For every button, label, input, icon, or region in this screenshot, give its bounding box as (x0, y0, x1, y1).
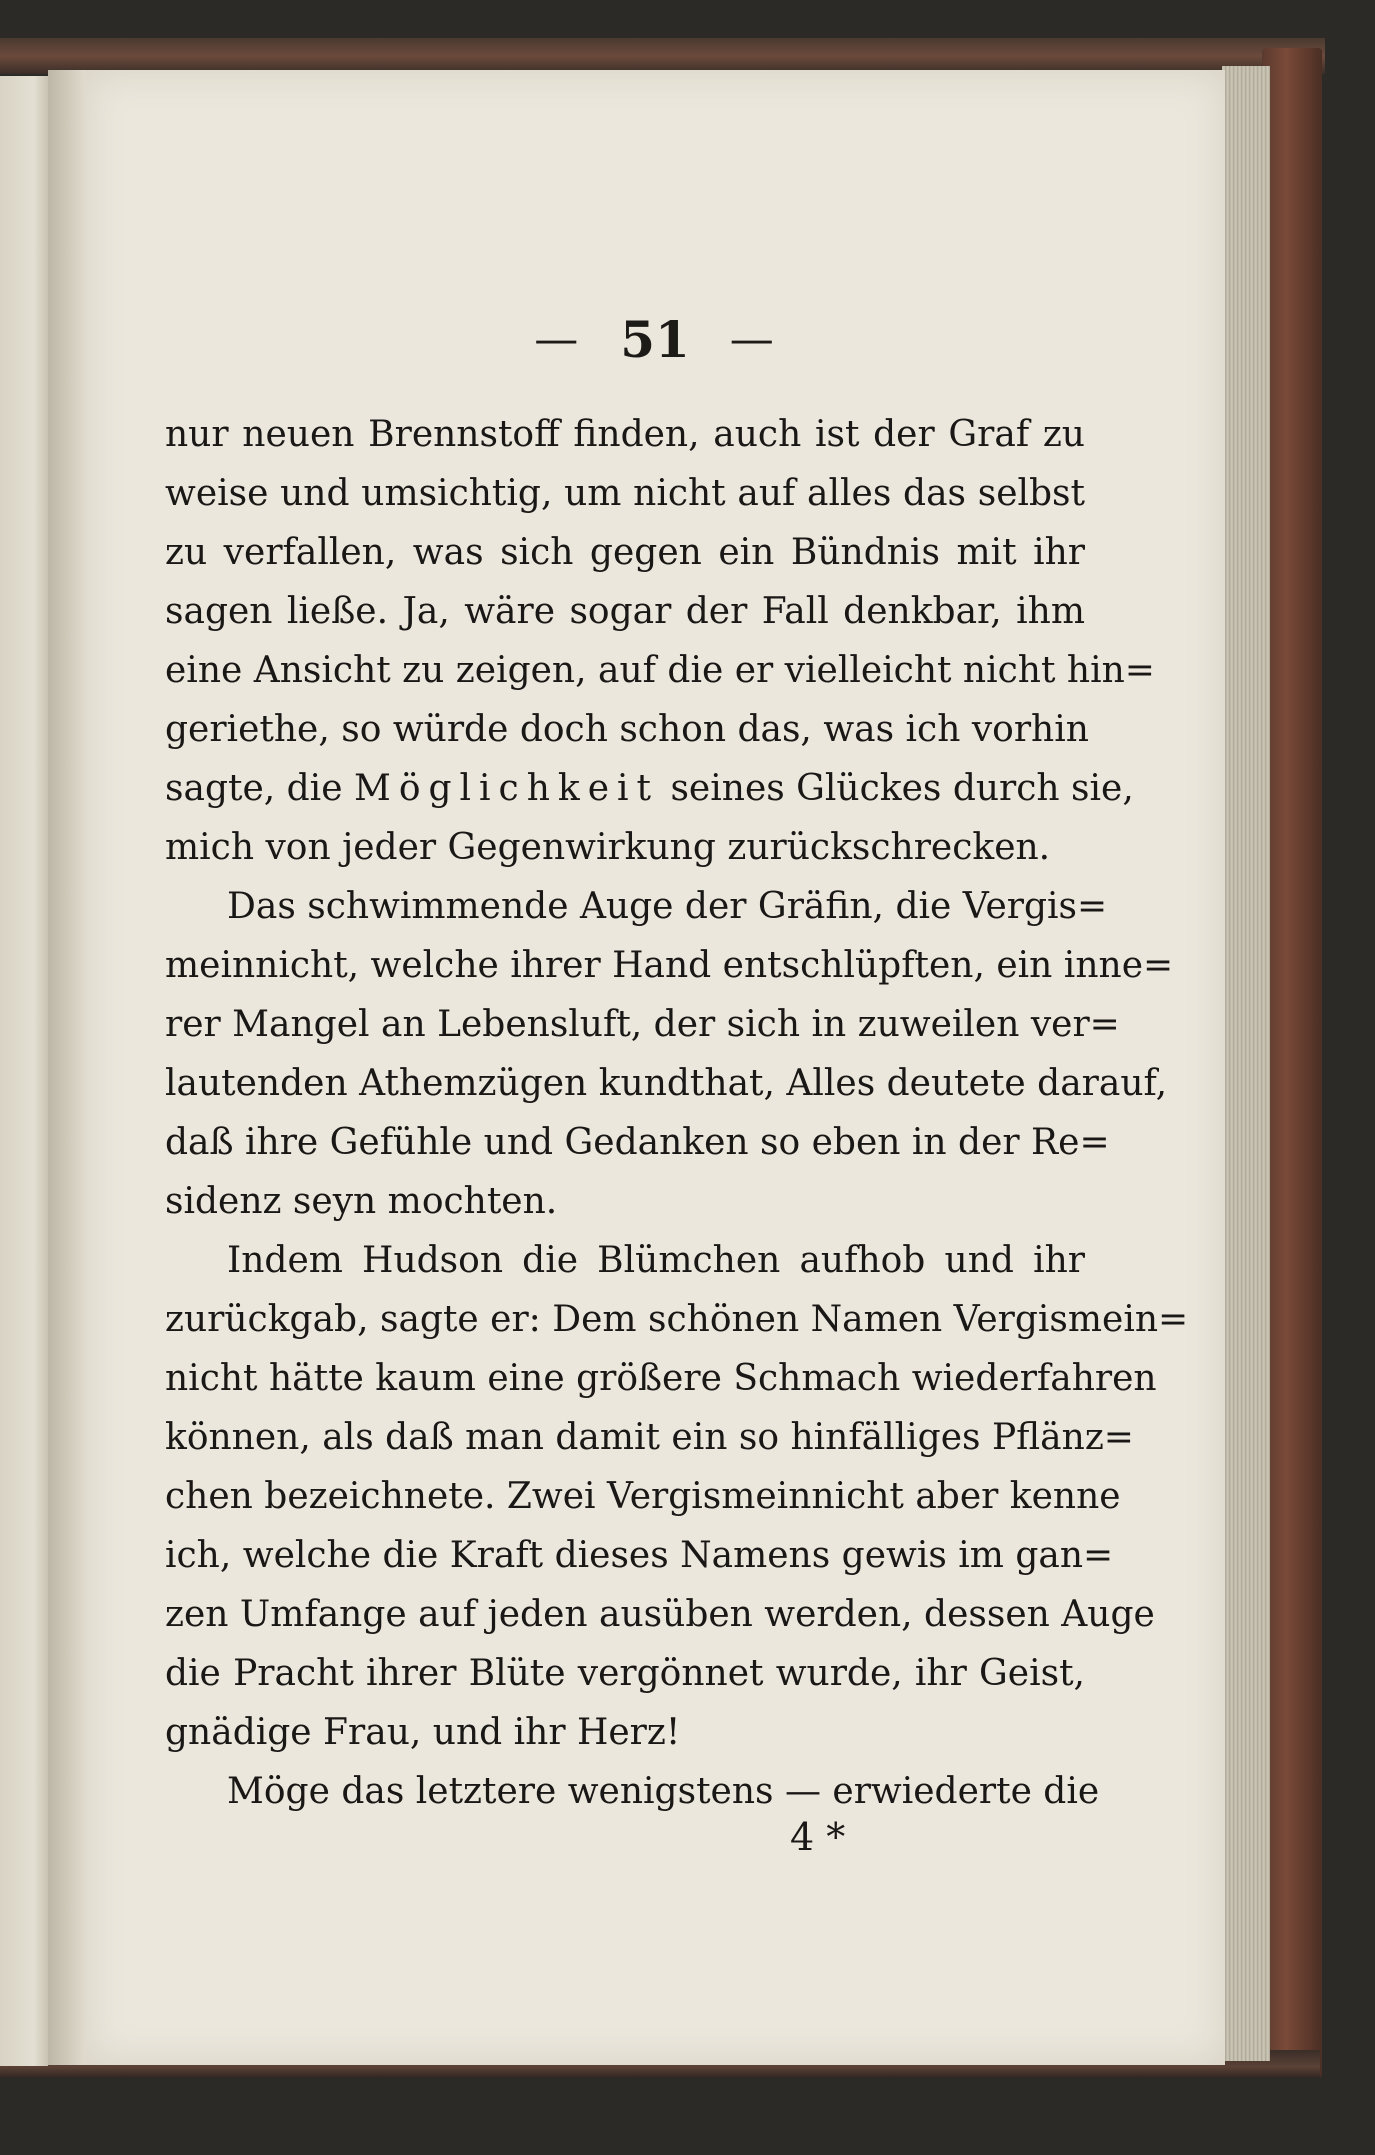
book-cover-top-edge (0, 38, 1325, 74)
text-line: Möge das letztere wenigstens — erwiederte die (227, 1771, 1100, 1812)
text-line: nicht hätte kaum eine größere Schmach wiederfahren (165, 1358, 1157, 1399)
paragraph-4 (165, 1762, 1100, 1821)
page-gutter (48, 70, 88, 2065)
text-line-with-emphasis (165, 759, 1134, 818)
text-line: sidenz seyn mochten. (165, 1181, 558, 1222)
text-line: ich, welche die Kraft dieses Namens gewis im gan= (165, 1535, 1114, 1576)
text-line: meinnicht, welche ihrer Hand entschlüpften, ein inne= (165, 945, 1174, 986)
book-page (85, 70, 1225, 2065)
signature-mark: 4 * (790, 1815, 846, 1859)
text-line: chen bezeichnete. Zwei Vergismeinnicht aber kenne (165, 1476, 1121, 1517)
text-line: zurückgab, sagte er: Dem schönen Namen Vergismein= (165, 1299, 1189, 1340)
body-text (165, 405, 1189, 1821)
text-line: sagen ließe. Ja, wäre sogar der Fall denkbar, ihm (165, 591, 1085, 632)
text-line: nur neuen Brennstoff finden, auch ist der Graf zu (165, 414, 1085, 455)
text-line: lautenden Athemzügen kundthat, Alles deutete darauf, (165, 1063, 1168, 1104)
text-line: zu verfallen, was sich gegen ein Bündnis mit ihr (165, 532, 1085, 573)
paragraph-1 (165, 405, 1155, 877)
text-segment: seines Glückes durch sie, (659, 768, 1134, 809)
text-line: daß ihre Gefühle und Gedanken so eben in der Re= (165, 1122, 1110, 1163)
text-segment: sagte, die (165, 768, 354, 809)
facing-page-edge (0, 76, 48, 2066)
page-edges (1222, 66, 1270, 2061)
text-line: zen Umfange auf jeden ausüben werden, dessen Auge (165, 1594, 1155, 1635)
page-header (85, 310, 1225, 369)
text-line: weise und umsichtig, um nicht auf alles das selbst (165, 473, 1085, 514)
emphasized-word: Möglichkeit (353, 768, 660, 809)
header-dash-left: — (534, 314, 581, 365)
book-cover-spine-edge (1262, 48, 1322, 2078)
text-line: Das schwimmende Auge der Gräfin, die Vergis= (227, 886, 1108, 927)
text-line: können, als daß man damit ein so hinfälliges Pflänz= (165, 1417, 1134, 1458)
text-line: rer Mangel an Lebensluft, der sich in zuweilen ver= (165, 1004, 1120, 1045)
text-line: geriethe, so würde doch schon das, was ich vorhin (165, 709, 1089, 750)
text-line: Indem Hudson die Blümchen aufhob und ihr (227, 1240, 1085, 1281)
header-dash-right: — (729, 314, 776, 365)
page-number: 51 (620, 310, 690, 369)
paragraph-3 (165, 1231, 1189, 1762)
text-line: eine Ansicht zu zeigen, auf die er vielleicht nicht hin= (165, 650, 1155, 691)
text-line: mich von jeder Gegenwirkung zurückschrecken. (165, 827, 1051, 868)
paragraph-2 (165, 877, 1174, 1231)
text-line: die Pracht ihrer Blüte vergönnet wurde, ihr Geist, (165, 1653, 1085, 1694)
text-line: gnädige Frau, und ihr Herz! (165, 1712, 681, 1753)
